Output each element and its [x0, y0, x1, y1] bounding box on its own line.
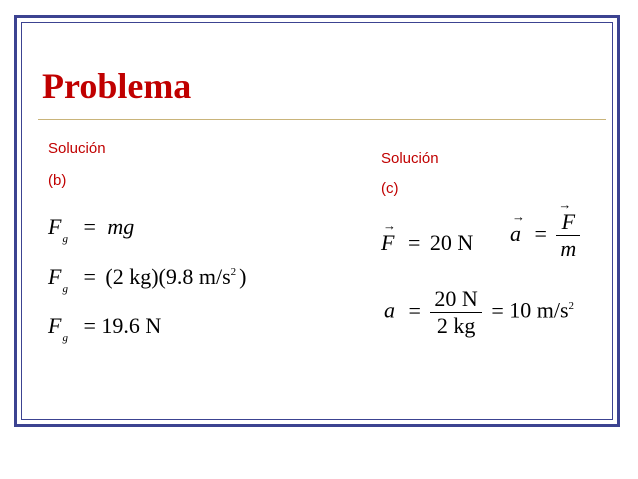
eq6-numerator: 20 N — [434, 286, 478, 311]
eq5-numerator: → F — [556, 209, 580, 235]
eq1-lhs: F — [48, 214, 62, 239]
equation-acceleration-formula — [510, 209, 580, 262]
eq1-sub: g — [62, 233, 68, 245]
left-part-label: (b) — [48, 172, 67, 189]
right-solution-label: Solución — [381, 150, 439, 167]
eq6-equals-2: = — [491, 297, 504, 323]
eq3-equals: = — [83, 313, 96, 338]
slide-title: Problema — [42, 66, 192, 106]
equation-weight-formula — [48, 214, 135, 245]
eq6-rhs: 10 m/s — [509, 297, 569, 323]
eq6-fraction — [430, 286, 481, 339]
eq2-sup: 2 — [230, 266, 237, 278]
eq1-equals: = — [83, 214, 96, 239]
eq2-sub: g — [62, 283, 68, 295]
equation-weight-result — [48, 313, 162, 344]
eq3-sub: g — [62, 332, 68, 344]
eq3-rhs: 19.6 N — [101, 313, 162, 338]
eq3-lhs: F — [48, 313, 62, 338]
eq2-lhs: F — [48, 264, 62, 289]
eq2-equals: = — [83, 264, 96, 289]
eq5-fraction — [556, 209, 580, 262]
eq6-equals: = — [408, 297, 421, 323]
eq2-rhs: (2 kg)(9.8 m/s — [105, 264, 231, 289]
eq5-equals: = — [534, 220, 547, 246]
eq4-equals: = — [407, 230, 421, 255]
title-divider — [38, 119, 606, 120]
eq6-denominator: 2 kg — [430, 312, 481, 339]
left-solution-label: Solución — [48, 140, 106, 157]
equation-acceleration-result — [384, 286, 574, 339]
eq4-lhs: → F — [381, 230, 394, 256]
eq6-sup: 2 — [568, 299, 575, 312]
equation-force-value — [381, 230, 473, 256]
eq1-rhs: mg — [107, 214, 135, 239]
right-part-label: (c) — [381, 180, 399, 197]
eq5-denominator: m — [556, 235, 580, 262]
eq5-lhs: → a — [510, 221, 521, 247]
eq2-rhs-close: ) — [239, 264, 247, 289]
equation-weight-substitution — [48, 264, 247, 295]
eq4-rhs: 20 N — [429, 230, 474, 255]
eq6-lhs: a — [384, 297, 395, 323]
